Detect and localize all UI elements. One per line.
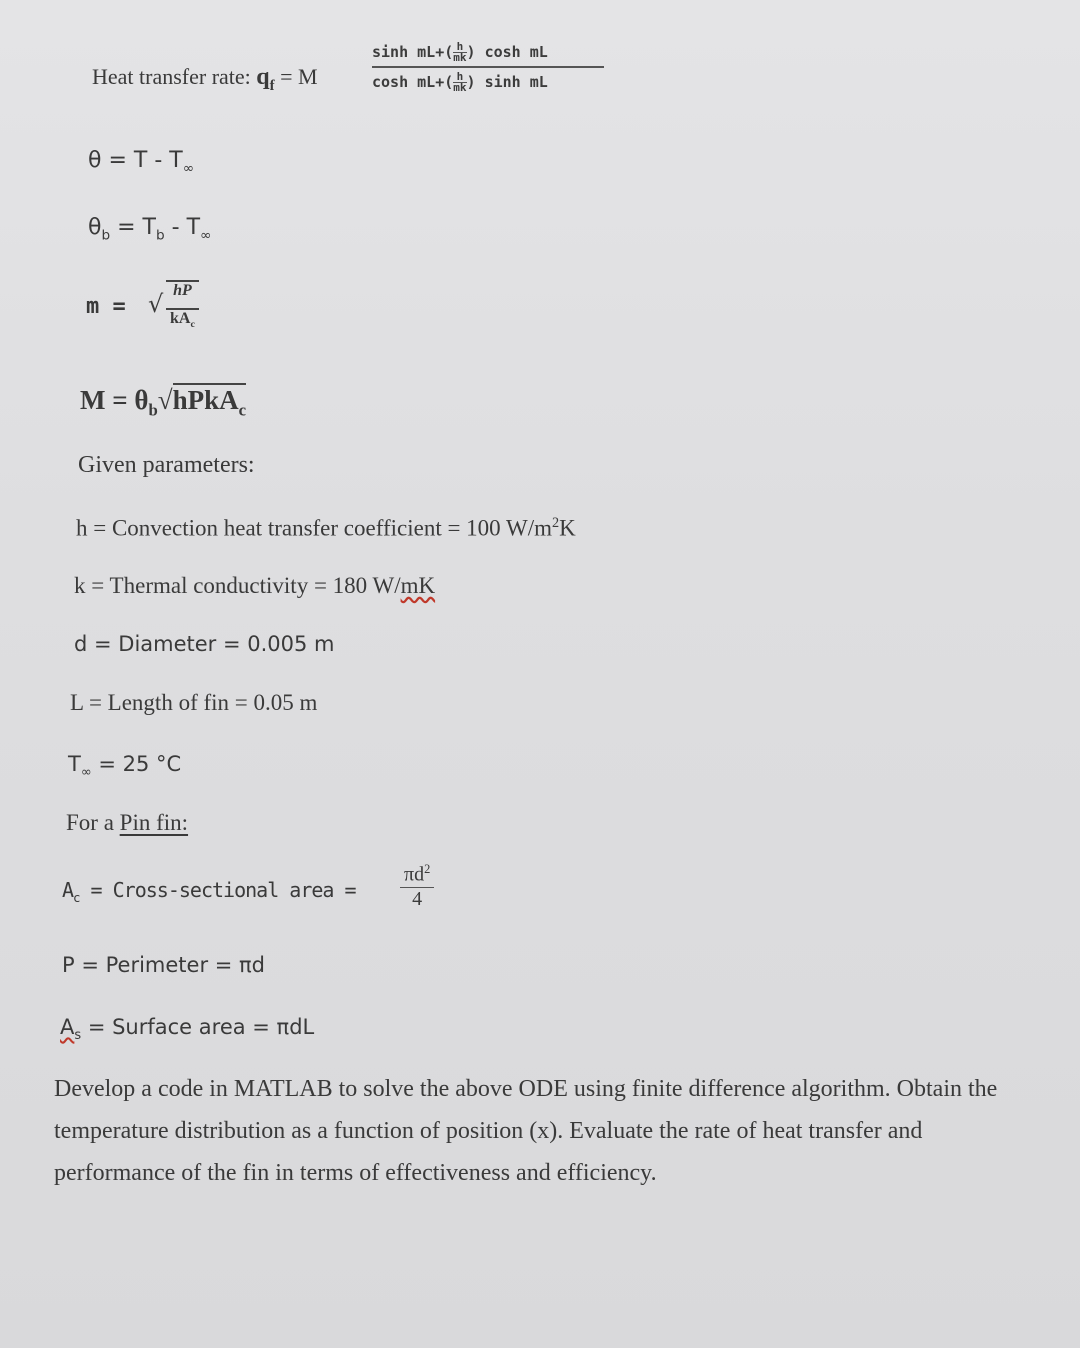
heat-rate-eq: = M [280, 64, 318, 89]
pin-title [66, 810, 188, 836]
M-radicand [172, 383, 247, 420]
theta-b-rhs: = T [117, 215, 156, 240]
heat-rate-lhs-sub: f [269, 77, 275, 94]
num-part-a: sinh mL+( [372, 43, 454, 61]
sqrt-icon: √ [157, 385, 173, 415]
as-symbol: A [60, 1015, 75, 1039]
ac-equation [62, 862, 462, 932]
ac-sub: c [73, 890, 80, 905]
given-d-line: d = Diameter = 0.005 m [74, 632, 335, 656]
num-inner-top: h [456, 40, 464, 53]
den-inner-frac [453, 72, 466, 93]
m-den-sub: c [190, 319, 195, 331]
theta-b-rhs-sub: b [156, 227, 165, 244]
M-lhs-sub: b [148, 400, 158, 420]
p-line: P = Perimeter = πd [62, 953, 265, 977]
M-equation [80, 385, 246, 420]
den-inner-bottom: mk [453, 81, 467, 94]
T-line-value: = 25 °C [91, 752, 182, 776]
theta-b-rhs2-sub: ∞ [200, 227, 212, 244]
m-num-text: hP [173, 282, 192, 299]
theta-symbol: θ [88, 148, 102, 173]
given-k-line [74, 573, 435, 599]
h-line-end: K [559, 515, 576, 541]
ac-num [400, 862, 434, 887]
k-line-unit: mK [400, 573, 436, 598]
num-inner-bottom: mk [453, 51, 467, 64]
ac-symbol: A [62, 878, 74, 902]
as-sub: s [74, 1028, 82, 1044]
theta-equation [88, 148, 194, 176]
theta-b-symbol: θ [88, 215, 102, 240]
ac-num-sup: 2 [424, 862, 431, 876]
m-num [166, 280, 199, 300]
den-part-b: ) sinh mL [466, 73, 548, 91]
m-fraction [166, 280, 199, 330]
m-den-text: kA [170, 310, 191, 327]
heat-rate-denominator [372, 68, 604, 96]
theta-b-equation [88, 215, 211, 243]
ac-label [62, 878, 356, 905]
num-part-b: ) cosh mL [466, 43, 548, 61]
h-line-text: h = Convection heat transfer coefficient = 100 W/m [76, 515, 553, 541]
den-part-a: cosh mL+( [372, 73, 454, 91]
ac-den: 4 [400, 887, 434, 911]
task-paragraph: Develop a code in MATLAB to solve the above ODE using finite difference algorithm. Obtain the temperature distribution as a function of position (x). Evaluate the rate of heat transfer and performance of the fin in terms of effectiveness and efficiency. [54, 1076, 998, 1186]
heat-rate-label: Heat transfer rate: [92, 64, 251, 89]
theta-b-rhs2: - T [171, 215, 201, 240]
given-title: Given parameters: [78, 452, 255, 478]
m-den [166, 308, 199, 330]
sqrt-sign-icon: √ [148, 290, 164, 318]
given-h-line [76, 515, 576, 542]
M-rad-text: hPkA [172, 385, 239, 415]
m-lhs: m = [86, 294, 126, 319]
theta-rhs: = T - T [108, 148, 183, 173]
ac-num-text: πd [404, 863, 425, 886]
ac-text: = Cross-sectional area = [79, 878, 356, 902]
pin-title-link: Pin fin: [119, 810, 189, 835]
theta-b-sub: b [101, 227, 111, 244]
T-line-symbol: T [68, 752, 81, 776]
k-line-text: k = Thermal conductivity = 180 W/ [74, 573, 401, 598]
as-text: = Surface area = πdL [81, 1015, 315, 1039]
as-line [60, 1015, 314, 1043]
M-rad-sub: c [238, 400, 247, 420]
den-inner-top: h [456, 70, 464, 83]
h-line-sup: 2 [552, 515, 560, 531]
heat-rate-numerator [372, 38, 604, 66]
heat-rate-lhs: q [256, 64, 270, 90]
ac-fraction [400, 862, 434, 911]
M-lhs: M = θ [80, 385, 149, 415]
pin-title-prefix: For a [66, 810, 120, 835]
given-T-line [68, 752, 181, 780]
heat-rate-fraction [372, 38, 604, 96]
T-line-sub: ∞ [80, 765, 92, 781]
given-L-line: L = Length of fin = 0.05 m [70, 690, 318, 715]
num-inner-frac [453, 42, 466, 63]
theta-sub: ∞ [182, 160, 195, 177]
